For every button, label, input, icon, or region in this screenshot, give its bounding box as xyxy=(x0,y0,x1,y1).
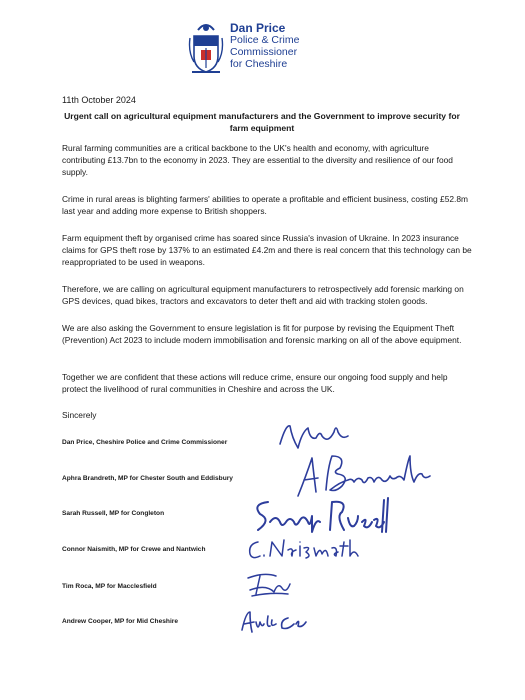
commissioner-title-line: Police & Crime xyxy=(230,34,300,46)
signatory-name: Tim Roca, MP for Macclesfield xyxy=(62,583,157,590)
body-paragraph: We are also asking the Government to ensure legislation is fit for purpose by revising the Equipment Theft (Prevention) Act 2023 to include modern immobilisation and forensic marking on all of the above equipment. xyxy=(62,323,462,346)
sign-off: Sincerely xyxy=(62,410,97,420)
commissioner-title-line: for Cheshire xyxy=(230,58,288,70)
letterhead xyxy=(188,18,388,82)
letter-headline: Urgent call on agricultural equipment manufacturers and the Government to improve security for farm equipment xyxy=(64,111,460,133)
signatory-name: Sarah Russell, MP for Congleton xyxy=(62,510,165,517)
signatory-name: Connor Naismith, MP for Crewe and Nantwich xyxy=(62,546,206,553)
signatory-name: Aphra Brandreth, MP for Chester South and Eddisbury xyxy=(62,475,233,482)
signature-tim-roca xyxy=(246,570,292,598)
signatory-name: Dan Price, Cheshire Police and Crime Commissioner xyxy=(62,439,228,446)
signature-andrew-cooper xyxy=(238,608,308,636)
commissioner-name: Dan Price xyxy=(230,21,286,35)
body-paragraph: Together we are confident that these actions will reduce crime, ensure our ongoing food supply and help protect the livelihood of rural communities in Cheshire and across the UK. xyxy=(62,372,448,395)
coat-of-arms-crest-icon xyxy=(188,22,224,76)
letter-date: 11th October 2024 xyxy=(62,95,136,105)
commissioner-title-line: Commissioner xyxy=(230,46,298,58)
signature-connor-naismith xyxy=(246,534,362,564)
signature-sarah-russell xyxy=(250,492,390,540)
body-paragraph: Farm equipment theft by organised crime has soared since Russia's invasion of Ukraine. In 2023 insurance claims for GPS theft rose by 137% to an estimated £4.2m and there is real concern that this technology can be reappropriated to be used in weapons. xyxy=(62,233,472,268)
body-paragraph: Crime in rural areas is blighting farmers' abilities to operate a profitable and efficient business, costing £52.8m last year and adding more expense to British shoppers. xyxy=(62,194,468,217)
body-paragraph: Therefore, we are calling on agricultural equipment manufacturers to retrospectively add forensic marking on GPS devices, quad bikes, tractors and excavators to deter theft and aid with tracking stolen goods. xyxy=(62,284,464,307)
body-paragraph: Rural farming communities are a critical backbone to the UK's health and economy, with agriculture contributing £13.7bn to the economy in 2023. They are essential to the diversity and resilience of our food supply. xyxy=(62,143,453,178)
signatory-name: Andrew Cooper, MP for Mid Cheshire xyxy=(62,618,179,625)
